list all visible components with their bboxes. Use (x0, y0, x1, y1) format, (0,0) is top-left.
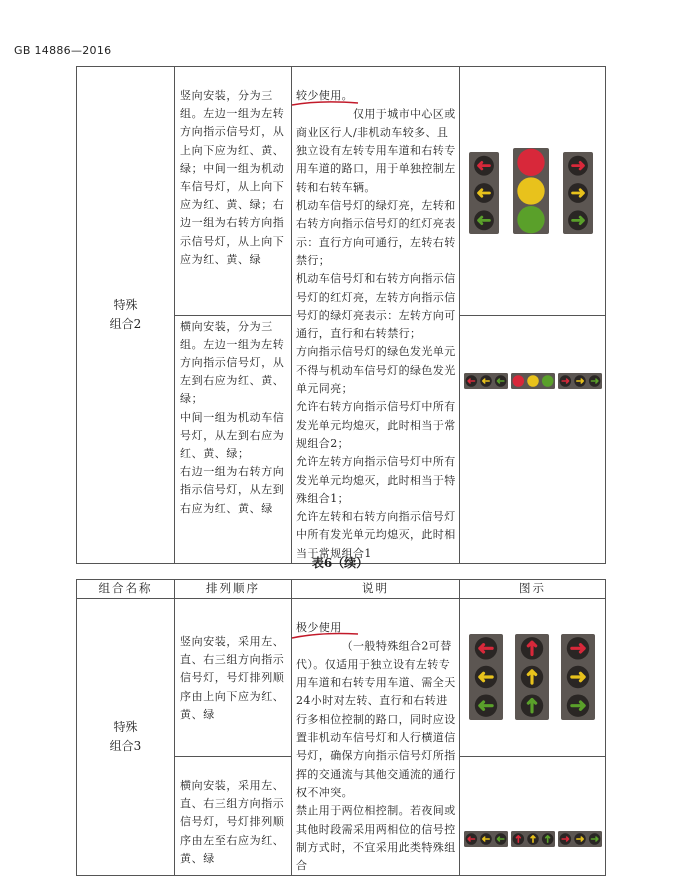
circle-lamp-icon (541, 375, 553, 387)
arrow-right-icon (559, 375, 571, 387)
standard-code: GB 14886—2016 (14, 44, 112, 57)
traffic-signal-vertical-3-groups (463, 146, 603, 236)
order-text-vertical: 竖向安装，分为三组。左边一组为左转方向指示信号灯，从上向下应为红、黄、绿；中间一组为机动车信号灯，从上向下应为红、黄、绿；右边一组为右转方向指示信号灯，从上向下应为红、黄、绿 (180, 89, 285, 266)
arrow-right-icon (566, 695, 588, 717)
arrow-left-icon (465, 833, 477, 845)
arrow-right-icon (568, 156, 588, 176)
header-illustration: 图示 (460, 580, 606, 599)
header-description: 说明 (292, 580, 460, 599)
illustration-horizontal (460, 315, 606, 564)
arrow-up-icon (520, 695, 542, 717)
arrow-left-icon (494, 375, 506, 387)
illustration-horizontal (460, 756, 606, 876)
arrow-left-icon (480, 375, 492, 387)
handwritten-underline (290, 97, 360, 109)
group-name: 特殊 组合3 (109, 720, 142, 754)
description-cell (292, 67, 460, 564)
circle-lamp-icon (512, 375, 524, 387)
arrow-right-icon (588, 833, 600, 845)
order-cell-horizontal (175, 756, 292, 876)
arrow-up-icon (512, 833, 524, 845)
arrow-right-icon (566, 666, 588, 688)
order-text-vertical: 竖向安装，采用左、直、右三组方向指示信号灯，号灯排列顺序由上向下应为红、黄、绿 (180, 635, 285, 721)
circle-lamp-icon (517, 177, 544, 204)
illustration-vertical (460, 599, 606, 757)
traffic-signal-horizontal-3-groups (462, 370, 604, 392)
arrow-left-icon (474, 210, 494, 230)
order-cell-vertical (175, 67, 292, 316)
circle-lamp-icon (517, 206, 544, 233)
table-special-combo-3 (76, 579, 606, 876)
arrow-right-icon (588, 375, 600, 387)
underlined-remark (296, 87, 353, 124)
handwritten-underline (290, 629, 360, 641)
arrow-left-icon (480, 833, 492, 845)
table-caption: 表6（续） (311, 556, 369, 570)
order-cell-horizontal (175, 315, 292, 564)
arrow-up-icon (527, 833, 539, 845)
order-cell-vertical (175, 599, 292, 757)
arrow-left-icon (474, 695, 496, 717)
arrow-left-icon (465, 375, 477, 387)
group-name: 特殊 组合2 (109, 298, 142, 331)
arrow-left-icon (474, 638, 496, 660)
traffic-signal-vertical-3-arrow-groups (463, 632, 603, 722)
description-cell (292, 599, 460, 876)
arrow-left-icon (494, 833, 506, 845)
underlined-text: 较少使用。 (296, 89, 353, 103)
arrow-left-icon (474, 156, 494, 176)
illustration-vertical (460, 67, 606, 316)
table-special-combo-2 (76, 66, 606, 564)
header-group-name: 组合名称 (77, 580, 175, 599)
arrow-right-icon (574, 375, 586, 387)
group-name-cell (77, 67, 175, 564)
arrow-right-icon (574, 833, 586, 845)
group-name-cell (77, 599, 175, 876)
underlined-remark (296, 619, 342, 656)
circle-lamp-icon (527, 375, 539, 387)
description-text: 仅用于城市中心区或商业区行人/非机动车较多、且独立设有左转专用车道和右转专用车道的路口，用于单独控制左转和右转车辆。 机动车信号灯的绿灯亮，左转和右转方向指示信号灯的红灯亮表示：直行方向可通行，左转右转禁行； 机动车信号灯和右转方向指示信号灯的红灯亮，左转方向指示信号灯的绿灯亮表示：左转方向可通行，直行和右转禁行； 方向指示信号灯的绿色发光单元不得与机动车信号灯的绿色发光单元同亮； 允许右转方向指示信号灯中所有发光单元均熄灭，此时相当于常规组合2； 允许左转方向指示信号灯中所有发光单元均熄灭，此时相当于特殊组合1； 允许左转和右转方向指示信号灯中所有发光单元均熄灭，此时相当于常规组合1 (296, 107, 456, 560)
arrow-left-icon (474, 183, 494, 203)
circle-lamp-icon (517, 148, 544, 175)
order-text-horizontal: 横向安装，分为三组。左边一组为左转方向指示信号灯，从左到右应为红、黄、绿； 中间一组为机动车信号灯，从左到右应为红、黄、绿； 右边一组为右转方向指示信号灯，从左到右应为红、黄、绿 (180, 319, 285, 515)
arrow-right-icon (559, 833, 571, 845)
arrow-left-icon (474, 666, 496, 688)
arrow-right-icon (566, 638, 588, 660)
arrow-up-icon (520, 666, 542, 688)
arrow-right-icon (568, 183, 588, 203)
arrow-right-icon (568, 210, 588, 230)
arrow-up-icon (520, 638, 542, 660)
arrow-up-icon (541, 833, 553, 845)
description-text: （一般特殊组合2可替代）。仅适用于独立设有左转专用车道和右转专用车道、需全天24小时对左转、直行和右转进行多相位控制的路口，同时应设置非机动车信号灯和人行横道信号灯，确保方向指示信号灯所指挥的交通流与其他交通流的通行权不冲突。 禁止用于两位相控制。若夜间或其他时段需采用两相位的信号控制方式时，不宜采用此类特殊组合 (296, 639, 456, 873)
traffic-signal-horizontal-3-arrow-groups (462, 829, 604, 849)
header-order: 排列顺序 (175, 580, 292, 599)
order-text-horizontal: 横向安装，采用左、直、右三组方向指示信号灯，号灯排列顺序由左至右应为红、黄、绿 (180, 778, 285, 865)
underlined-text: 极少使用 (296, 621, 342, 635)
